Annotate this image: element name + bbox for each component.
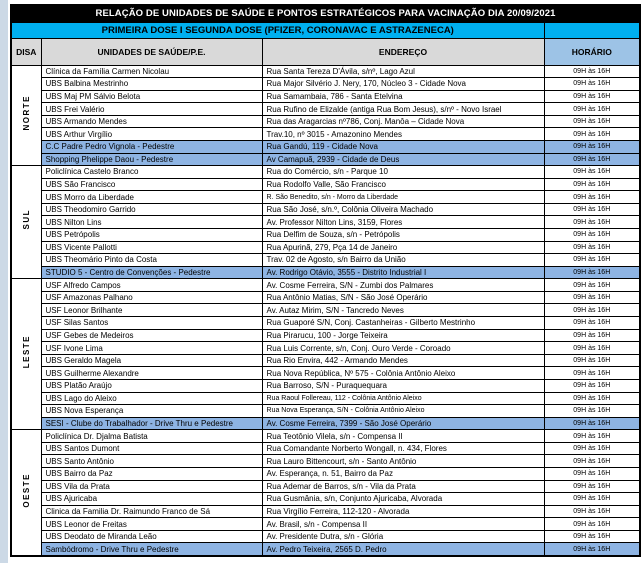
unit-cell: USF Gebes de Medeiros (41, 329, 262, 342)
disa-label: OESTE (21, 472, 31, 508)
unit-cell: UBS Santo Antônio (41, 455, 262, 468)
address-cell: Av. Presidente Dutra, s/n - Glória (262, 530, 544, 543)
unit-cell: UBS Balbina Mestrinho (41, 78, 262, 91)
unit-cell: Clínica da Família Carmen Nicolau (41, 65, 262, 78)
hours-cell: 09H às 16H (544, 367, 640, 380)
disa-cell (11, 166, 41, 279)
table-row (11, 304, 640, 317)
hours-cell: 09H às 16H (544, 543, 640, 556)
address-cell: Rua Lauro Bittencourt, s/n - Santo Antônio (262, 455, 544, 468)
address-cell: Rua Gusmânia, s/n, Conjunto Ajuricaba, Alvorada (262, 493, 544, 506)
unit-cell: UBS Armando Mendes (41, 115, 262, 128)
table-row (11, 518, 640, 531)
table-row (11, 493, 640, 506)
hours-cell: 09H às 16H (544, 90, 640, 103)
address-cell: Rua Teotônio Vilela, s/n - Compensa II (262, 430, 544, 443)
disa-cell (11, 65, 41, 166)
column-header-row (11, 38, 640, 65)
unit-cell: UBS Guilherme Alexandre (41, 367, 262, 380)
unit-cell: USF Silas Santos (41, 317, 262, 330)
hours-cell: 09H às 16H (544, 166, 640, 179)
disa-cell (11, 279, 41, 430)
hours-cell: 09H às 16H (544, 442, 640, 455)
hours-cell: 09H às 16H (544, 128, 640, 141)
hours-cell: 09H às 16H (544, 354, 640, 367)
hours-cell: 09H às 16H (544, 317, 640, 330)
table-row (11, 354, 640, 367)
table-row (11, 430, 640, 443)
dose-subtitle-spacer (544, 22, 640, 38)
table-row (11, 379, 640, 392)
hours-cell: 09H às 16H (544, 140, 640, 153)
unit-cell: UBS Frei Valério (41, 103, 262, 116)
hours-cell: 09H às 16H (544, 115, 640, 128)
table-body (11, 65, 640, 556)
address-cell: Rua Apurinã, 279, Pça 14 de Janeiro (262, 241, 544, 254)
unit-cell: UBS Santos Dumont (41, 442, 262, 455)
unit-cell: C.C Padre Pedro Vignola - Pedestre (41, 140, 262, 153)
table-title: RELAÇÃO DE UNIDADES DE SAÚDE E PONTOS ESTRATÉGICOS PARA VACINAÇÃO DIA 20/09/2021 (11, 5, 640, 22)
address-cell: Rua Rufino de Elizalde (antiga Rua Bom Jesus), s/nº - Novo Israel (262, 103, 544, 116)
address-cell: Rua Comandante Norberto Wongall, n. 434, Flores (262, 442, 544, 455)
hours-cell: 09H às 16H (544, 518, 640, 531)
unit-cell: Clinica da Familia Dr. Raimundo Franco de Sá (41, 505, 262, 518)
address-cell: Av. Brasil, s/n - Compensa II (262, 518, 544, 531)
address-cell: Av. Esperança, n. 51, Bairro da Paz (262, 468, 544, 481)
hours-cell: 09H às 16H (544, 153, 640, 166)
hours-cell: 09H às 16H (544, 430, 640, 443)
address-cell: Rua Virgílio Ferreira, 112-120 - Alvorada (262, 505, 544, 518)
hours-cell: 09H às 16H (544, 241, 640, 254)
unit-cell: UBS Arthur Virgílio (41, 128, 262, 141)
table-row (11, 103, 640, 116)
hours-cell: 09H às 16H (544, 191, 640, 204)
table-row (11, 455, 640, 468)
table-row (11, 291, 640, 304)
hours-cell: 09H às 16H (544, 304, 640, 317)
table-row (11, 115, 640, 128)
table-row (11, 140, 640, 153)
table-row (11, 505, 640, 518)
address-cell: Av. Rodrigo Otávio, 3555 - Distrito Industrial I (262, 266, 544, 279)
address-cell: Rua Guaporé S/N, Conj. Castanheiras - Gilberto Mestrinho (262, 317, 544, 330)
table-row (11, 329, 640, 342)
table-row (11, 191, 640, 204)
address-cell: Rua Nova Esperança, S/N - Colônia Antônio Aleixo (262, 405, 544, 418)
unit-cell: UBS Vila da Prata (41, 480, 262, 493)
table-row (11, 203, 640, 216)
unit-cell: UBS Platão Araújo (41, 379, 262, 392)
unit-cell: UBS Lago do Aleixo (41, 392, 262, 405)
unit-cell: USF Leonor Brilhante (41, 304, 262, 317)
table-row (11, 405, 640, 418)
hours-cell: 09H às 16H (544, 392, 640, 405)
table-row (11, 468, 640, 481)
unit-cell: UBS Petrópolis (41, 229, 262, 242)
title-row (11, 5, 640, 22)
address-cell: Rua Samambaia, 786 - Santa Etelvina (262, 90, 544, 103)
hours-cell: 09H às 16H (544, 493, 640, 506)
hours-cell: 09H às 16H (544, 455, 640, 468)
address-cell: R. São Benedito, s/n - Morro da Liberdade (262, 191, 544, 204)
address-cell: Rua Rodolfo Valle, São Francisco (262, 178, 544, 191)
table-row (11, 530, 640, 543)
table-row (11, 65, 640, 78)
table-row (11, 128, 640, 141)
table-row (11, 90, 640, 103)
unit-cell: Policlínica Dr. Djalma Batista (41, 430, 262, 443)
hours-cell: 09H às 16H (544, 65, 640, 78)
unit-cell: UBS Theomário Pinto da Costa (41, 254, 262, 267)
hours-cell: 09H às 16H (544, 178, 640, 191)
hours-cell: 09H às 16H (544, 266, 640, 279)
unit-cell: UBS Nova Esperança (41, 405, 262, 418)
address-cell: Av Camapuã, 2939 - Cidade de Deus (262, 153, 544, 166)
unit-cell: Sambódromo - Drive Thru e Pedestre (41, 543, 262, 556)
table-row (11, 367, 640, 380)
address-cell: Rua São José, s/n.º, Colônia Oliveira Machado (262, 203, 544, 216)
table-row (11, 166, 640, 179)
hours-cell: 09H às 16H (544, 405, 640, 418)
table-row (11, 266, 640, 279)
address-cell: Rua Ademar de Barros, s/n - Vila da Prata (262, 480, 544, 493)
hours-cell: 09H às 16H (544, 530, 640, 543)
table-row (11, 254, 640, 267)
unit-cell: UBS Maj PM Sálvio Belota (41, 90, 262, 103)
table-row (11, 178, 640, 191)
address-cell: Av. Pedro Teixeira, 2565 D. Pedro (262, 543, 544, 556)
disa-label: SUL (21, 209, 31, 230)
table-row (11, 392, 640, 405)
column-header-disa: DISA (11, 38, 41, 65)
unit-cell: UBS São Francisco (41, 178, 262, 191)
address-cell: Rua Pirarucu, 100 - Jorge Teixeira (262, 329, 544, 342)
table-row (11, 442, 640, 455)
unit-cell: UBS Bairro da Paz (41, 468, 262, 481)
address-cell: Rua Major Silvério J. Nery, 170, Núcleo 3 - Cidade Nova (262, 78, 544, 91)
table-row (11, 342, 640, 355)
hours-cell: 09H às 16H (544, 203, 640, 216)
table-row (11, 153, 640, 166)
unit-cell: UBS Deodato de Miranda Leão (41, 530, 262, 543)
address-cell: Rua Antônio Matias, S/N - São José Operário (262, 291, 544, 304)
hours-cell: 09H às 16H (544, 254, 640, 267)
unit-cell: SESI - Clube do Trabalhador - Drive Thru e Pedestre (41, 417, 262, 430)
table-row (11, 417, 640, 430)
disa-label: LESTE (21, 335, 31, 369)
address-cell: Trav. 02 de Agosto, s/n Bairro da União (262, 254, 544, 267)
unit-cell: UBS Morro da Liberdade (41, 191, 262, 204)
vaccination-schedule-table (10, 4, 641, 557)
address-cell: Rua Luis Corrente, s/n, Conj. Ouro Verde - Coroado (262, 342, 544, 355)
hours-cell: 09H às 16H (544, 229, 640, 242)
table-row (11, 216, 640, 229)
unit-cell: UBS Theodomiro Garrido (41, 203, 262, 216)
table-row (11, 317, 640, 330)
unit-cell: UBS Vicente Pallotti (41, 241, 262, 254)
unit-cell: Policlínica Castelo Branco (41, 166, 262, 179)
column-header-unidades: UNIDADES DE SAÚDE/P.E. (41, 38, 262, 65)
address-cell: Av. Autaz Mirim, S/N - Tancredo Neves (262, 304, 544, 317)
hours-cell: 09H às 16H (544, 379, 640, 392)
disa-label: NORTE (21, 95, 31, 131)
table-row (11, 543, 640, 556)
disa-cell (11, 430, 41, 556)
hours-cell: 09H às 16H (544, 468, 640, 481)
hours-cell: 09H às 16H (544, 505, 640, 518)
hours-cell: 09H às 16H (544, 329, 640, 342)
column-header-horario: HORÁRIO (544, 38, 640, 65)
unit-cell: UBS Nilton Lins (41, 216, 262, 229)
address-cell: Av. Cosme Ferreira, S/N - Zumbi dos Palmares (262, 279, 544, 292)
subtitle-row (11, 22, 640, 38)
table-row (11, 78, 640, 91)
address-cell: Rua das Aragarcias nº786, Conj. Manôa – Cidade Nova (262, 115, 544, 128)
table-row (11, 241, 640, 254)
table-row (11, 279, 640, 292)
hours-cell: 09H às 16H (544, 480, 640, 493)
unit-cell: Shopping Phelippe Daou - Pedestre (41, 153, 262, 166)
column-header-endereco: ENDEREÇO (262, 38, 544, 65)
unit-cell: STUDIO 5 - Centro de Convenções - Pedestre (41, 266, 262, 279)
unit-cell: USF Ivone Lima (41, 342, 262, 355)
hours-cell: 09H às 16H (544, 291, 640, 304)
address-cell: Trav.10, nº 3015 - Amazonino Mendes (262, 128, 544, 141)
unit-cell: USF Amazonas Palhano (41, 291, 262, 304)
unit-cell: UBS Leonor de Freitas (41, 518, 262, 531)
hours-cell: 09H às 16H (544, 78, 640, 91)
address-cell: Av. Professor Nilton Lins, 3159, Flores (262, 216, 544, 229)
dose-subtitle: PRIMEIRA DOSE I SEGUNDA DOSE (PFIZER, CORONAVAC E ASTRAZENECA) (11, 22, 544, 38)
address-cell: Rua Santa Tereza D'Ávila, s/nº, Lago Azul (262, 65, 544, 78)
address-cell: Rua Delfim de Souza, s/n - Petrópolis (262, 229, 544, 242)
hours-cell: 09H às 16H (544, 417, 640, 430)
hours-cell: 09H às 16H (544, 103, 640, 116)
unit-cell: UBS Ajuricaba (41, 493, 262, 506)
address-cell: Rua Nova República, Nº 575 - Colônia Antônio Aleixo (262, 367, 544, 380)
address-cell: Rua Raoul Follereau, 112 - Colônia Antônio Aleixo (262, 392, 544, 405)
table-row (11, 229, 640, 242)
hours-cell: 09H às 16H (544, 342, 640, 355)
unit-cell: UBS Geraldo Magela (41, 354, 262, 367)
address-cell: Rua do Comércio, s/n - Parque 10 (262, 166, 544, 179)
address-cell: Rua Rio Envira, 442 - Armando Mendes (262, 354, 544, 367)
address-cell: Av. Cosme Ferreira, 7399 - São José Operário (262, 417, 544, 430)
address-cell: Rua Barroso, S/N - Puraquequara (262, 379, 544, 392)
hours-cell: 09H às 16H (544, 279, 640, 292)
unit-cell: USF Alfredo Campos (41, 279, 262, 292)
table-row (11, 480, 640, 493)
address-cell: Rua Gandú, 119 - Cidade Nova (262, 140, 544, 153)
page-left-margin-strip (0, 0, 8, 563)
hours-cell: 09H às 16H (544, 216, 640, 229)
